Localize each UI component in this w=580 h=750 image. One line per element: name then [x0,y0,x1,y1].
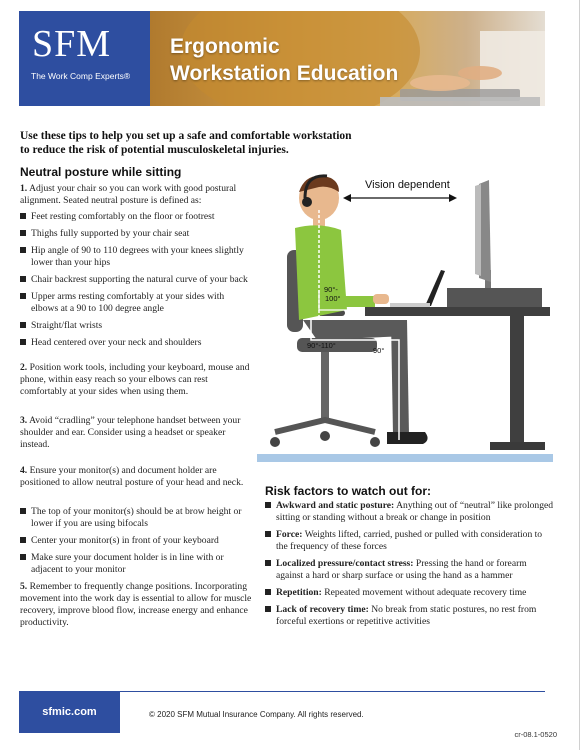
tip-2-text: Position work tools, including your keyboard, mouse and phone, within easy reach so your elbows can rest comfortably at your sides when using them. [20,362,250,397]
tip-4 [20,465,250,489]
risk-term: Repetition: [276,587,322,598]
hip-angle-label: 90°-110° [307,341,336,350]
risk-term: Lack of recovery time: [276,604,369,615]
header-banner [19,11,545,106]
person-shoe [387,432,428,444]
logo-wordmark: SFM [32,23,112,65]
title-line-2: Workstation Education [170,62,399,85]
desk-foot [490,442,545,450]
vision-arrow-left-head [343,194,351,202]
desk-leg [510,316,524,448]
vision-dependent-label: Vision dependent [365,179,450,191]
website-link[interactable]: sfmic.com [19,691,120,733]
chair-wheel [270,437,280,447]
logo-tagline [31,71,130,81]
risk-text: Pressing the hand or forearm against a hard or sharp surface or using the hand as a hammer [276,558,527,581]
logo-tagline-text: The Work Comp Experts [31,71,124,81]
vision-arrow-right-head [449,194,457,202]
list-item [265,500,555,524]
document-holder [425,270,445,306]
tip-5 [20,581,252,629]
list-item: Chair backrest supporting the natural curve of your back [20,274,252,286]
workstation-illustration [255,170,555,470]
monitor-riser [447,288,542,307]
chair-base [275,420,375,432]
person-shin [391,320,409,435]
elbow-angle-label-1: 90°- [324,285,338,294]
list-item [265,529,555,553]
list-item: Straight/flat wrists [20,320,252,332]
tip-3-text: Avoid “cradling” your telephone handset between your shoulder and ear. Consider using a headset or speaker instead. [20,415,241,450]
risk-text: Repeated movement without adequate recovery time [324,587,527,598]
risk-term: Force: [276,529,303,540]
registered-mark: ® [123,71,131,81]
desk-top [365,307,550,316]
footer [19,691,545,733]
list-item: The top of your monitor(s) should be at brow height or lower if you are using bifocals [20,506,252,530]
sfm-logo [19,11,150,106]
list-item [265,587,555,599]
knee-angle-label: 90° [373,346,385,355]
tip-4-text: Ensure your monitor(s) and document holder are positioned to allow neutral posture of your head and neck. [20,465,244,488]
title-line-1: Ergonomic [170,35,280,58]
copyright-text: © 2020 SFM Mutual Insurance Company. All rights reserved. [149,710,364,719]
list-item: Feet resting comfortably on the floor or footrest [20,211,252,223]
chair-wheel [370,437,380,447]
elbow-angle-label-2: 100° [325,294,341,303]
list-item: Make sure your document holder is in line with or adjacent to your monitor [20,552,252,576]
risk-text: Weights lifted, carried, pushed or pulled with consideration to the frequency of these forces [276,529,543,552]
tip-5-number: 5. [20,581,28,592]
list-item: Thighs fully supported by your chair seat [20,228,252,240]
monitor-screen [475,184,481,276]
intro-text: Use these tips to help you set up a safe and comfortable workstation to reduce the risk of potential musculoskeletal injuries. [20,130,352,156]
headset-earpiece-icon [302,197,312,207]
list-item [265,604,555,628]
risk-term: Localized pressure/contact stress: [276,558,414,569]
tip-1-number: 1. [20,183,28,194]
tip-1-text: Adjust your chair so you can work with good postural alignment. Seated neutral posture is defined as: [20,183,237,206]
list-item: Hip angle of 90 to 110 degrees with your knees slightly lower than your hips [20,245,252,269]
tip-3 [20,415,250,451]
chair-wheel [320,431,330,441]
tip-1 [20,183,248,207]
document-code: cr-08.1-0520 [514,730,557,739]
tip-2-number: 2. [20,362,28,373]
footer-divider [120,691,545,692]
list-item: Upper arms resting comfortably at your sides with elbows at a 90 to 100 degree angle [20,291,252,315]
monitor-list [20,506,252,581]
risk-text: Anything out of “neutral” like prolonged sitting or standing without a break or change in position [276,500,554,523]
neutral-posture-heading: Neutral posture while sitting [20,165,182,179]
tip-3-number: 3. [20,415,28,426]
list-item [265,558,555,582]
neutral-posture-list [20,211,252,354]
risk-factors-list [265,500,555,633]
tip-5-text: Remember to frequently change positions. Incorporating movement into the work day is essential to allow for muscle recovery, improve blood flow, increase energy and enhance productivity. [20,581,252,628]
chair-post [321,352,329,422]
banner-photo [150,11,545,106]
risk-term: Awkward and static posture: [276,500,395,511]
page-title [170,33,398,87]
list-item: Head centered over your neck and shoulders [20,337,252,349]
keyboard [390,303,430,307]
risk-text: No break from static postures, no rest from forceful exertions or repetitive activities [276,604,537,627]
risk-factors-heading: Risk factors to watch out for: [265,484,432,498]
tip-4-number: 4. [20,465,28,476]
tip-2 [20,362,250,398]
floor [257,454,553,462]
person-hand [373,294,389,304]
list-item: Center your monitor(s) in front of your keyboard [20,535,252,547]
